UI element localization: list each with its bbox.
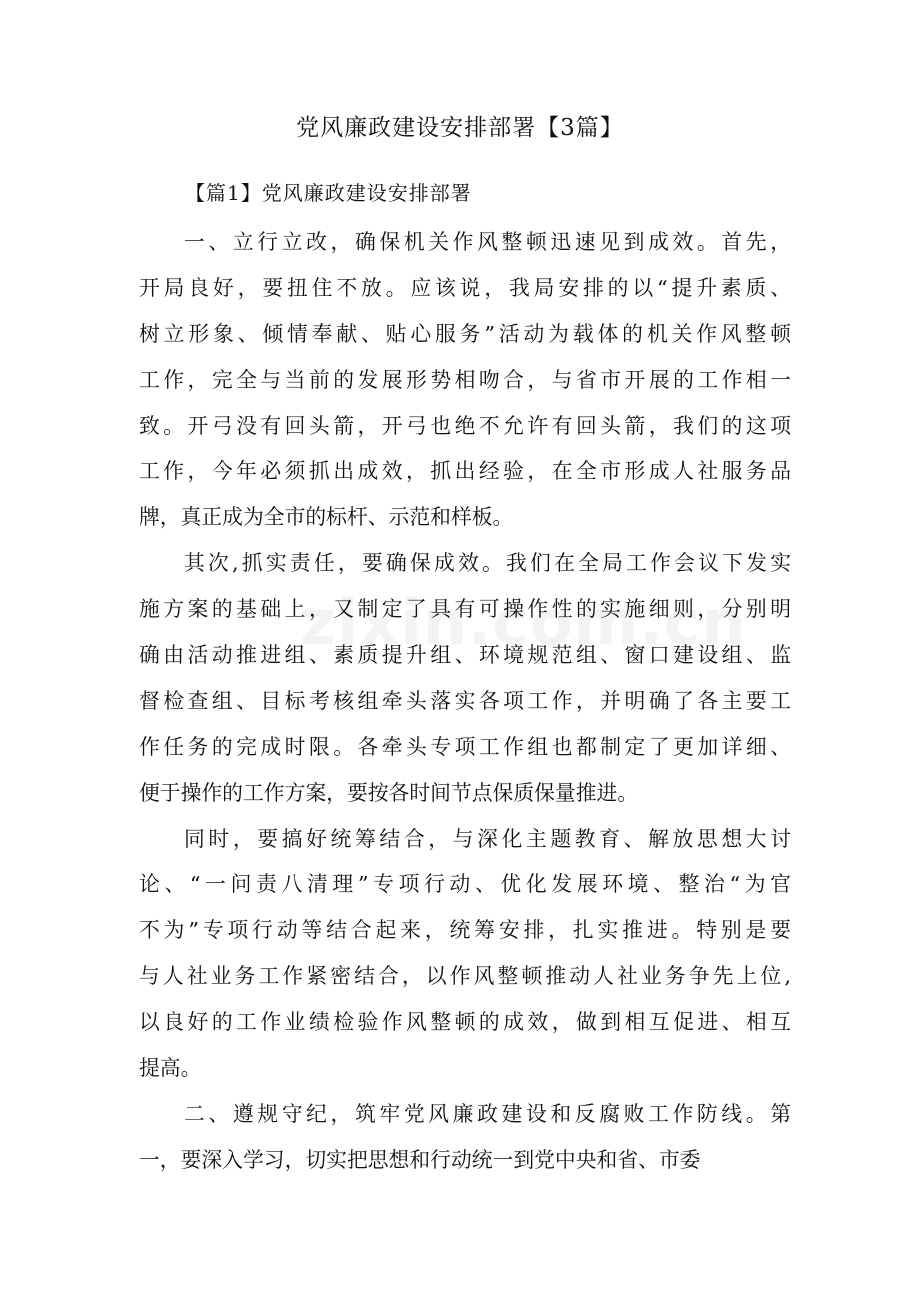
text-line: 牌，真正成为全市的标杆、示范和样板。 bbox=[139, 505, 514, 530]
text-line: 论、“一问责八清理”专项行动、优化发展环境、整治“为官 bbox=[139, 872, 791, 897]
text-line: 与人社业务工作紧密结合，以作风整顿推动人社业务争先上位, bbox=[139, 964, 791, 989]
text-line: 作任务的完成时限。各牵头专项工作组也都制定了更加详细、 bbox=[139, 734, 791, 759]
text-line: 工作，完全与当前的发展形势相吻合，与省市开展的工作相一 bbox=[139, 367, 791, 392]
text-line: 开局良好，要扭住不放。应该说，我局安排的以“提升素质、 bbox=[139, 275, 791, 300]
text-line: 以良好的工作业绩检验作风整顿的成效，做到相互促进、相互 bbox=[139, 1010, 791, 1035]
text-line: 便于操作的工作方案，要按各时间节点保质保量推进。 bbox=[139, 780, 639, 805]
text-line: 工作，今年必须抓出成效，抓出经验，在全市形成人社服务品 bbox=[139, 459, 791, 484]
text-line: 一、立行立改，确保机关作风整顿迅速见到成效。首先， bbox=[184, 230, 791, 254]
text-line: 一，要深入学习，切实把思想和行动统一到党中央和省、市委 bbox=[139, 1147, 701, 1172]
body-text bbox=[139, 227, 791, 1191]
document-title: 党风廉政建设安排部署【3篇】 bbox=[296, 115, 624, 141]
text-line: 二、遵规守纪，筑牢党风廉政建设和反腐败工作防线。第 bbox=[184, 1101, 791, 1126]
text-line: 不为”专项行动等结合起来，统筹安排，扎实推进。特别是要 bbox=[139, 918, 791, 943]
text-line: 树立形象、倾情奉献、贴心服务”活动为载体的机关作风整顿 bbox=[139, 321, 791, 346]
text-line: 同时，要搞好统筹结合，与深化主题教育、解放思想大讨 bbox=[184, 826, 791, 851]
text-line: 施方案的基础上，又制定了具有可操作性的实施细则，分别明 bbox=[139, 597, 791, 622]
text-line: 确由活动推进组、素质提升组、环境规范组、窗口建设组、监 bbox=[139, 643, 791, 668]
text-line: 提高。 bbox=[139, 1056, 202, 1081]
text-line: 其次,抓实责任，要确保成效。我们在全局工作会议下发实 bbox=[184, 551, 791, 576]
text-line: 督检查组、目标考核组牵头落实各项工作，并明确了各主要工 bbox=[139, 688, 791, 713]
text-line: 致。开弓没有回头箭，开弓也绝不允许有回头箭，我们的这项 bbox=[139, 413, 791, 438]
section-heading: 【篇1】党风廉政建设安排部署 bbox=[185, 181, 472, 205]
